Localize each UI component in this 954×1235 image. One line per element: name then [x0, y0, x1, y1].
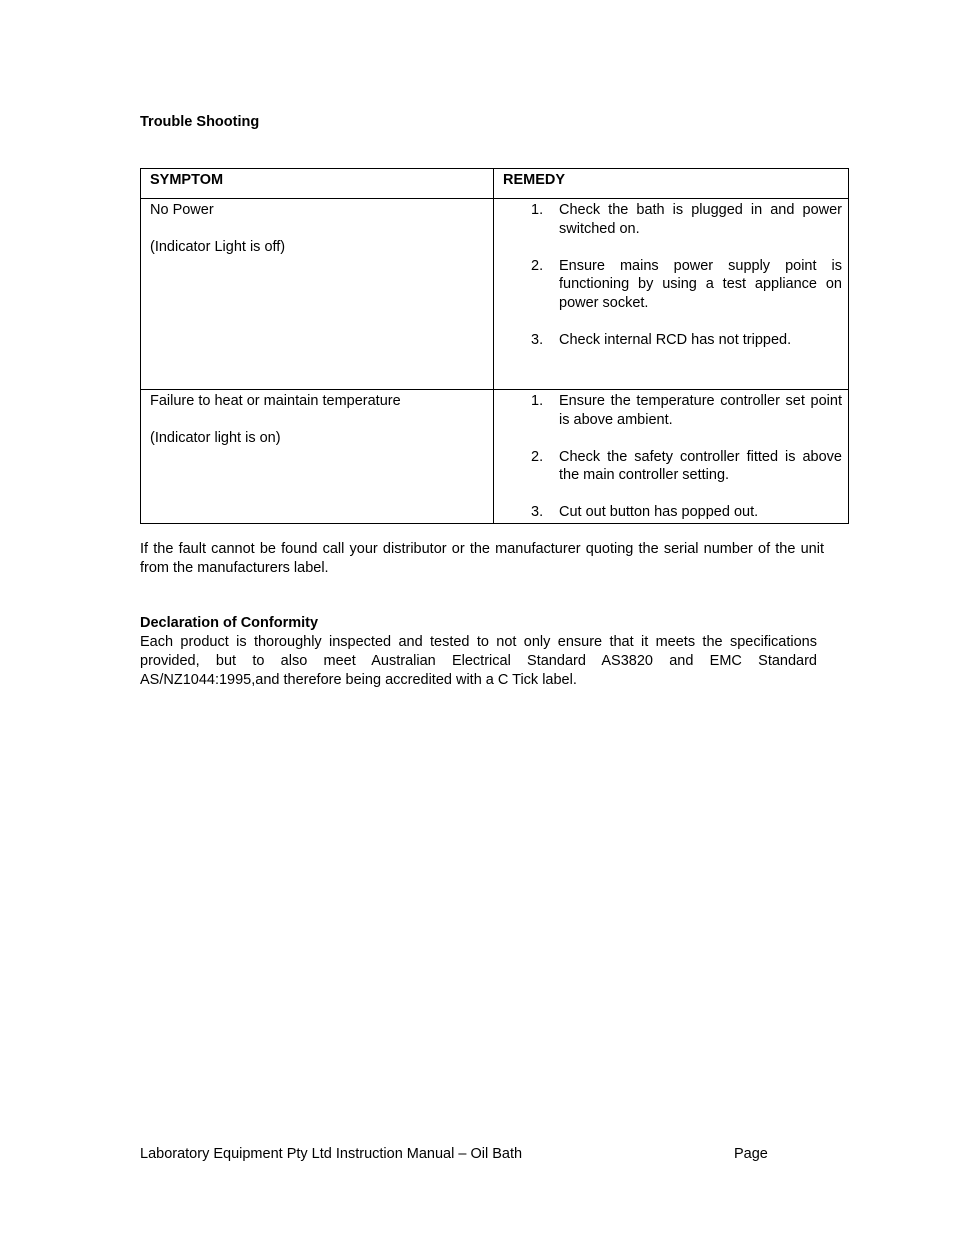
- symptom-text: No Power: [150, 202, 214, 218]
- remedy-number: 2.: [531, 448, 544, 465]
- remedy-text: Check internal RCD has not tripped.: [559, 331, 792, 348]
- table-header-row: [141, 169, 849, 199]
- remedy-number: 1.: [531, 393, 544, 409]
- remedy-text: Cut out button has popped out.: [559, 504, 759, 520]
- remedy-number: 1.: [531, 202, 544, 218]
- remedy-item: [494, 331, 842, 350]
- symptom-column-header: SYMPTOM: [141, 169, 494, 199]
- symptom-note: (Indicator light is on): [150, 430, 281, 446]
- table-row: [141, 390, 849, 524]
- remedy-text: Check the safety controller fitted is above the main controller setting.: [559, 448, 842, 483]
- troubleshooting-table: [140, 168, 849, 524]
- remedy-item: [494, 392, 842, 429]
- remedy-text: Check the bath is plugged in and power switched on.: [559, 202, 842, 237]
- declaration-body: Each product is thoroughly inspected and tested to not only ensure that it meets the specifications provided, but to also meet Australian Electrical Standard AS3820 and EMC Standard AS/NZ1044:1995,and therefore being accredited with a C Tick label.: [140, 634, 817, 688]
- remedy-number: 3.: [531, 504, 544, 520]
- symptom-cell: [141, 390, 494, 524]
- remedy-list: [494, 201, 842, 349]
- symptom-note: (Indicator Light is off): [150, 239, 286, 255]
- symptom-cell: [141, 199, 494, 390]
- remedy-number: 3.: [531, 331, 544, 348]
- footer-page-label: Page: [734, 1146, 768, 1162]
- remedy-text: Ensure the temperature controller set point is above ambient.: [559, 393, 842, 428]
- remedy-column-header: REMEDY: [494, 169, 849, 199]
- fault-note-paragraph: If the fault cannot be found call your distributor or the manufacturer quoting the serial number of the unit from the manufacturers label.: [140, 541, 824, 576]
- declaration-heading: Declaration of Conformity: [140, 615, 319, 631]
- remedy-cell: [494, 199, 849, 390]
- remedy-text: Ensure mains power supply point is functioning by using a test appliance on power socket.: [559, 257, 842, 311]
- symptom-text: Failure to heat or maintain temperature: [150, 393, 401, 409]
- remedy-item: [494, 503, 842, 522]
- table-row: [141, 199, 849, 390]
- remedy-cell: [494, 390, 849, 524]
- trouble-shooting-heading: Trouble Shooting: [140, 114, 260, 130]
- footer-manual-title: Laboratory Equipment Pty Ltd Instruction Manual – Oil Bath: [140, 1146, 523, 1162]
- remedy-item: [494, 201, 842, 238]
- remedy-list: [494, 392, 842, 522]
- remedy-item: [494, 448, 842, 485]
- remedy-number: 2.: [531, 257, 544, 274]
- remedy-item: [494, 257, 842, 313]
